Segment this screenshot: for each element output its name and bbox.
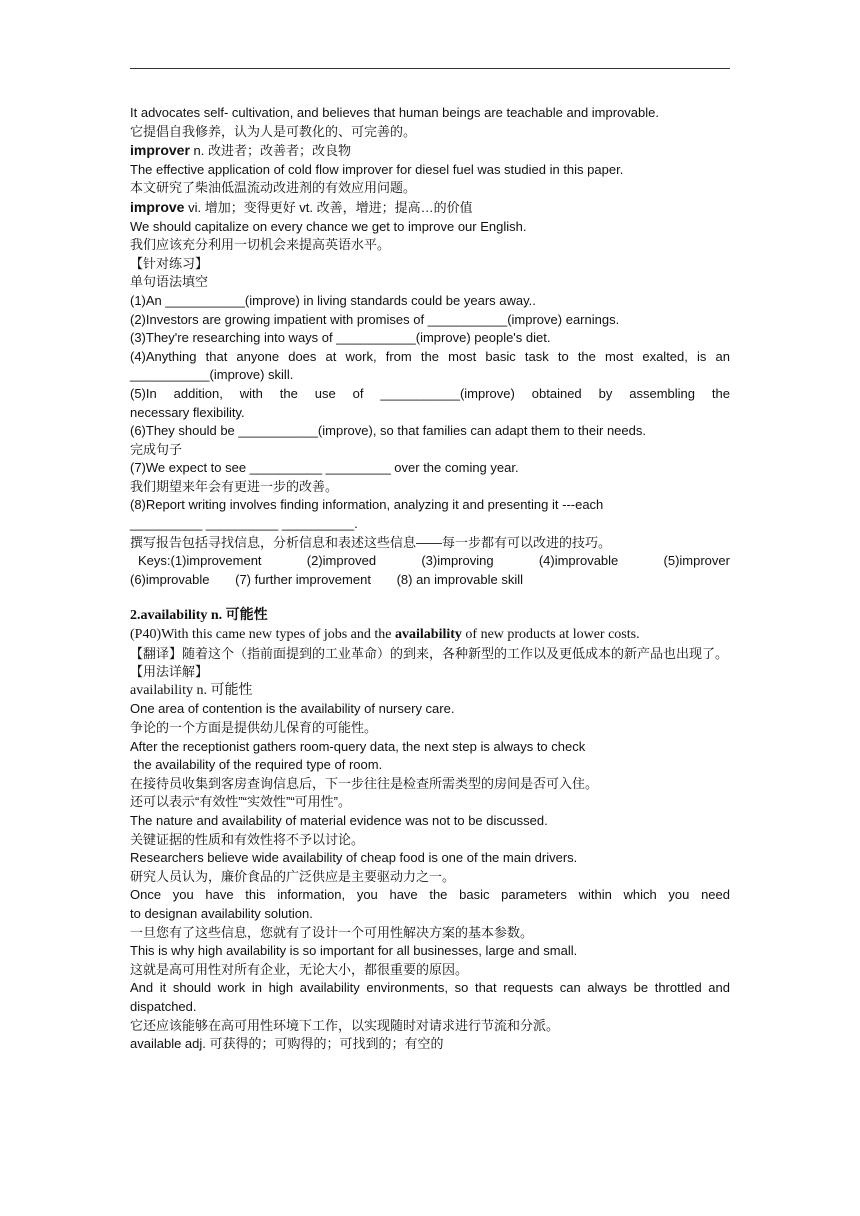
example-cont: dispatched. (130, 998, 197, 1014)
question-8-blank: __________ __________ __________. (130, 516, 358, 532)
page-content (130, 104, 730, 1054)
key-item: (3)improving (421, 553, 494, 569)
fill-title: 单句语法填空 (130, 274, 209, 290)
textbook-sentence (130, 626, 730, 645)
header-rule (130, 68, 730, 69)
example: After the receptionist gathers room-query data, the next step is always to check (130, 738, 586, 754)
text-line: We should capitalize on every chance we get to improve our English. (130, 218, 527, 234)
example-cn: 一旦您有了这些信息，您就有了设计一个可用性解决方案的基本参数。 (130, 924, 534, 940)
key-item: Keys:(1)improvement (138, 553, 262, 569)
key-item: (7) further improvement (235, 571, 371, 587)
question-2: (2)Investors are growing impatient with promises of ___________(improve) earnings. (130, 311, 620, 327)
question-5-cont: necessary flexibility. (130, 404, 245, 420)
example: One area of contention is the availability of nursery care. (130, 701, 455, 717)
definition-line: availability n. 可能性 (130, 682, 253, 698)
practice-title: 【针对练习】 (130, 255, 209, 271)
text-line: 本文研究了柴油低温流动改进剂的有效应用问题。 (130, 180, 417, 196)
example: And it should work in high availability environments, so that requests can always be throttled and (130, 980, 730, 996)
headword: improver (130, 142, 190, 159)
sentence-part: (P40)With this came new types of jobs and the (130, 627, 395, 643)
example-cont: to designan availability solution. (130, 905, 313, 921)
example-cn: 在接待员收集到客房查询信息后，下一步往往是检查所需类型的房间是否可入住。 (130, 775, 599, 791)
question-4: (4)Anything that anyone does at work, from the most basic task to the most exalted, is an (130, 348, 730, 364)
definition: vi. 增加；变得更好 vt. 改善，增进；提高…的价值 (184, 199, 473, 215)
question-8: (8)Report writing involves finding information, analyzing it and presenting it ---each (130, 497, 604, 513)
key-item: (8) an improvable skill (396, 571, 523, 587)
entry-improve (130, 198, 730, 218)
example-cn: 这就是高可用性对所有企业，无论大小，都很重要的原因。 (130, 961, 469, 977)
highlighted-word: availability (395, 627, 462, 643)
example-cn: 争论的一个方面是提供幼儿保育的可能性。 (130, 720, 378, 735)
key-item: (4)improvable (538, 553, 619, 569)
complete-title: 完成句子 (130, 441, 183, 457)
spacer (130, 589, 730, 607)
example-cn: 它还应该能够在高可用性环境下工作，以实现随时对请求进行节流和分派。 (130, 1017, 560, 1033)
definition: n. 改进者；改善者；改良物 (189, 143, 351, 159)
usage-title: 【用法详解】 (130, 664, 209, 680)
question-8-cn: 撰写报告包括寻找信息，分析信息和表述这些信息——每一步都有可以改进的技巧。 (130, 534, 612, 550)
key-item: (5)improver (663, 553, 730, 569)
question-1: (1)An ___________(improve) in living standards could be years away.. (130, 292, 536, 308)
example: This is why high availability is so important for all businesses, large and small. (130, 943, 578, 959)
sentence-part: of new products at lower costs. (461, 627, 640, 643)
question-4-cont: ___________(improve) skill. (130, 367, 294, 383)
example: Researchers believe wide availability of cheap food is one of the main drivers. (130, 850, 578, 866)
text-line: 我们应该充分利用一切机会来提高英语水平。 (130, 237, 391, 253)
key-item: (6)improvable (130, 571, 210, 587)
example: Once you have this information, you have the basic parameters within which you need (130, 887, 730, 903)
example-cont: the availability of the required type of room. (130, 757, 383, 773)
section-heading: 2.availability n. 可能性 (130, 608, 268, 624)
text-line: 它提倡自我修养，认为人是可教化的、可完善的。 (130, 123, 417, 139)
question-7: (7)We expect to see __________ _________ over the coming year. (130, 460, 519, 476)
answer-keys-row-2 (130, 571, 730, 590)
example-cn: 关键证据的性质和有效性将不予以讨论。 (130, 831, 365, 847)
translation: 【翻译】随着这个（指前面提到的工业革命）的到来，各种新型的工作以及更低成本的新产品也出现了。 (130, 645, 729, 661)
entry-improver (130, 141, 730, 161)
text-line: The effective application of cold flow improver for diesel fuel was studied in this paper. (130, 161, 624, 177)
available-definition: available adj. 可获得的；可购得的；可找到的；有空的 (130, 1036, 444, 1052)
answer-keys-row-1 (130, 552, 730, 571)
note: 还可以表示“有效性”“实效性”“可用性”。 (130, 794, 351, 810)
headword: improve (130, 198, 185, 215)
example: The nature and availability of material evidence was not to be discussed. (130, 812, 548, 828)
text-line: It advocates self- cultivation, and believes that human beings are teachable and improvable. (130, 105, 659, 120)
question-7-cn: 我们期望来年会有更进一步的改善。 (130, 478, 339, 494)
question-6: (6)They should be ___________(improve), so that families can adapt them to their needs. (130, 423, 646, 439)
key-item: (2)improved (306, 553, 377, 569)
example-cn: 研究人员认为，廉价食品的广泛供应是主要驱动力之一。 (130, 868, 456, 884)
question-3: (3)They're researching into ways of ___________(improve) people's diet. (130, 330, 551, 346)
question-5: (5)In addition, with the use of ___________(improve) obtained by assembling the (130, 385, 730, 401)
